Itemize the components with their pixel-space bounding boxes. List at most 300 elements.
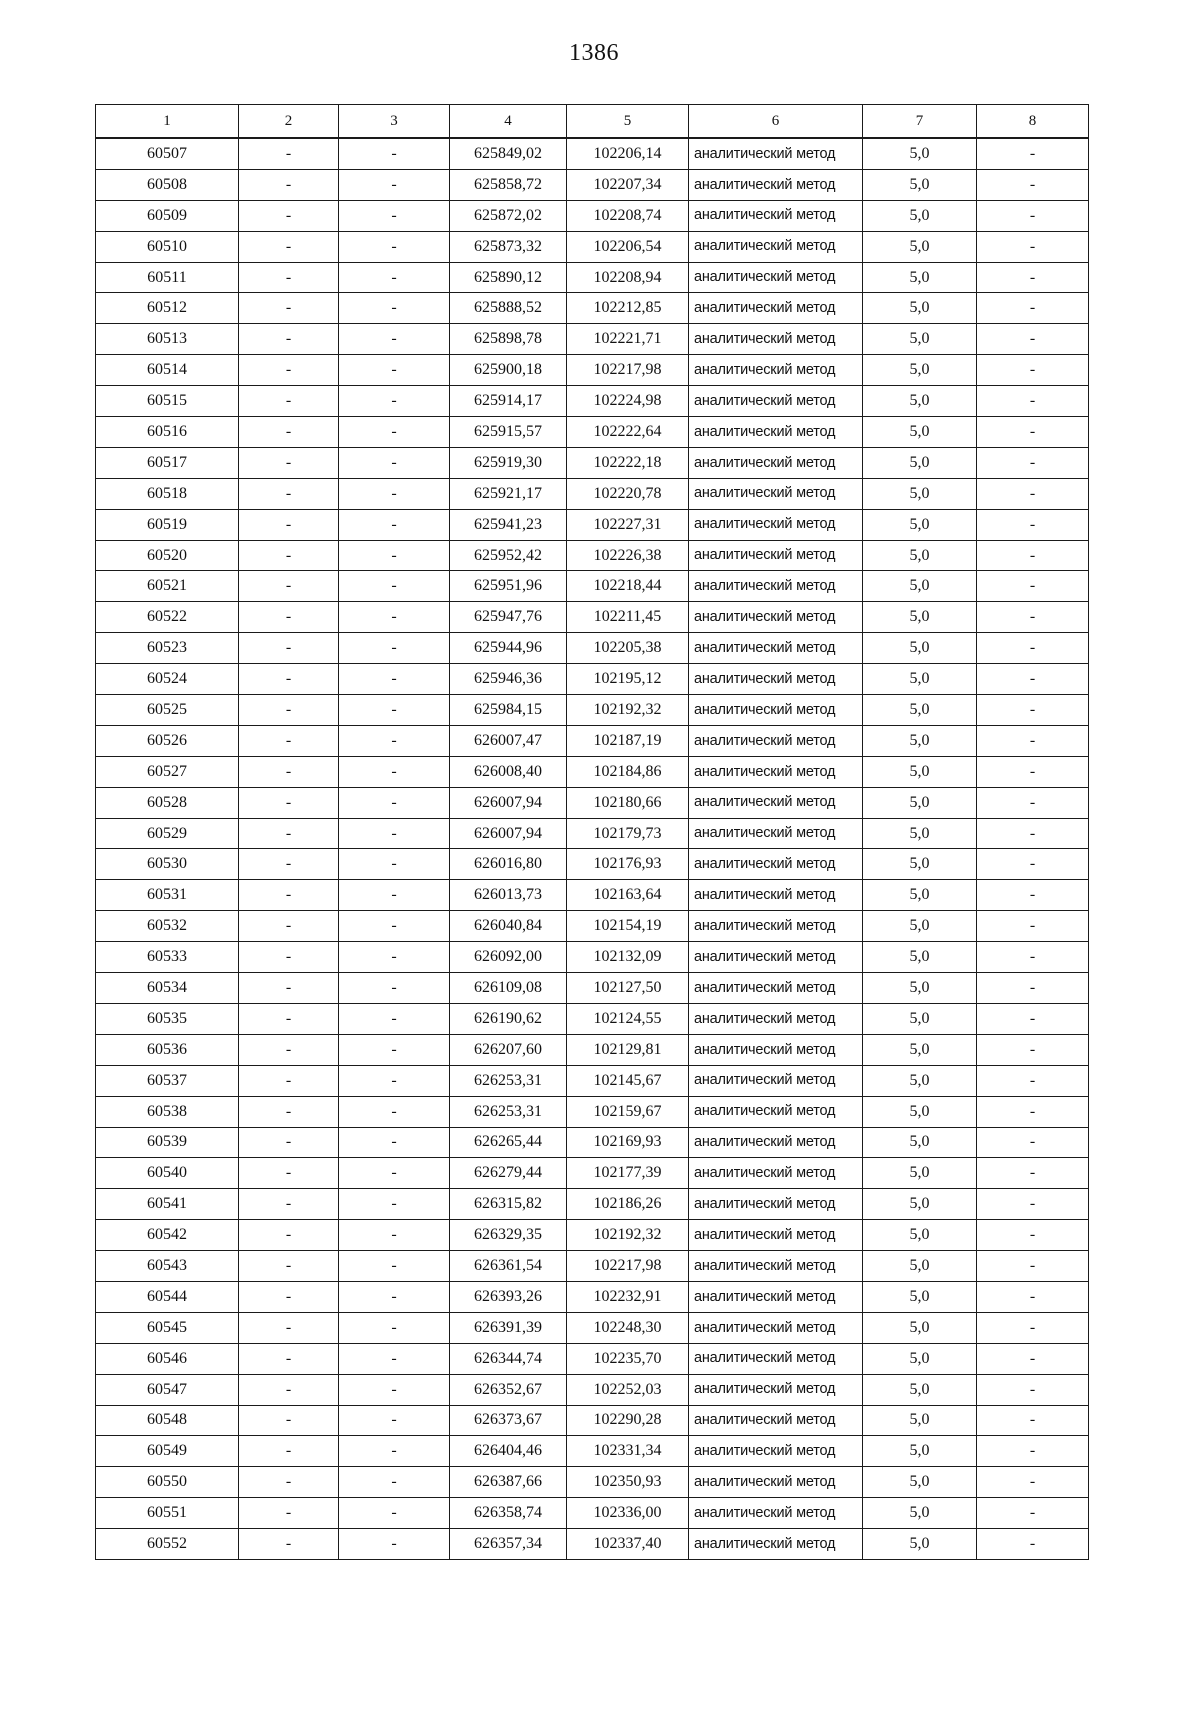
y-coordinate-cell: 102227,31 <box>567 509 689 540</box>
y-coordinate-cell: 102220,78 <box>567 478 689 509</box>
col-2-cell: - <box>239 1374 339 1405</box>
y-coordinate-cell: 102207,34 <box>567 169 689 200</box>
accuracy-cell: 5,0 <box>863 1312 977 1343</box>
col-2-cell: - <box>239 602 339 633</box>
x-coordinate-cell: 626253,31 <box>450 1065 567 1096</box>
y-coordinate-cell: 102217,98 <box>567 355 689 386</box>
table-row <box>96 169 1089 200</box>
header-cell-3: 3 <box>339 105 450 139</box>
y-coordinate-cell: 102205,38 <box>567 633 689 664</box>
y-coordinate-cell: 102222,64 <box>567 417 689 448</box>
col-3-cell: - <box>339 355 450 386</box>
x-coordinate-cell: 626358,74 <box>450 1498 567 1529</box>
point-number-cell: 60534 <box>96 973 239 1004</box>
x-coordinate-cell: 625947,76 <box>450 602 567 633</box>
col-8-cell: - <box>977 1034 1089 1065</box>
method-cell: аналитический метод <box>689 1251 863 1282</box>
method-cell: аналитический метод <box>689 1096 863 1127</box>
col-2-cell: - <box>239 293 339 324</box>
x-coordinate-cell: 625915,57 <box>450 417 567 448</box>
y-coordinate-cell: 102336,00 <box>567 1498 689 1529</box>
point-number-cell: 60538 <box>96 1096 239 1127</box>
x-coordinate-cell: 625984,15 <box>450 695 567 726</box>
col-3-cell: - <box>339 1003 450 1034</box>
col-2-cell: - <box>239 973 339 1004</box>
col-2-cell: - <box>239 386 339 417</box>
col-3-cell: - <box>339 509 450 540</box>
y-coordinate-cell: 102154,19 <box>567 911 689 942</box>
point-number-cell: 60521 <box>96 571 239 602</box>
table-row <box>96 1158 1089 1189</box>
col-8-cell: - <box>977 973 1089 1004</box>
col-8-cell: - <box>977 447 1089 478</box>
header-cell-2: 2 <box>239 105 339 139</box>
col-2-cell: - <box>239 725 339 756</box>
col-8-cell: - <box>977 1096 1089 1127</box>
point-number-cell: 60545 <box>96 1312 239 1343</box>
col-3-cell: - <box>339 1405 450 1436</box>
col-2-cell: - <box>239 1498 339 1529</box>
col-8-cell: - <box>977 1436 1089 1467</box>
col-3-cell: - <box>339 602 450 633</box>
accuracy-cell: 5,0 <box>863 540 977 571</box>
col-3-cell: - <box>339 1251 450 1282</box>
col-8-cell: - <box>977 1281 1089 1312</box>
point-number-cell: 60542 <box>96 1220 239 1251</box>
x-coordinate-cell: 626387,66 <box>450 1467 567 1498</box>
col-8-cell: - <box>977 386 1089 417</box>
table-row <box>96 355 1089 386</box>
col-2-cell: - <box>239 1189 339 1220</box>
method-cell: аналитический метод <box>689 973 863 1004</box>
col-8-cell: - <box>977 818 1089 849</box>
table-row <box>96 725 1089 756</box>
col-8-cell: - <box>977 509 1089 540</box>
method-cell: аналитический метод <box>689 1281 863 1312</box>
x-coordinate-cell: 625888,52 <box>450 293 567 324</box>
point-number-cell: 60540 <box>96 1158 239 1189</box>
col-3-cell: - <box>339 1281 450 1312</box>
accuracy-cell: 5,0 <box>863 355 977 386</box>
x-coordinate-cell: 626352,67 <box>450 1374 567 1405</box>
method-cell: аналитический метод <box>689 602 863 633</box>
y-coordinate-cell: 102224,98 <box>567 386 689 417</box>
col-8-cell: - <box>977 138 1089 169</box>
x-coordinate-cell: 626344,74 <box>450 1343 567 1374</box>
y-coordinate-cell: 102235,70 <box>567 1343 689 1374</box>
col-3-cell: - <box>339 633 450 664</box>
col-8-cell: - <box>977 849 1089 880</box>
table-row <box>96 1251 1089 1282</box>
point-number-cell: 60514 <box>96 355 239 386</box>
method-cell: аналитический метод <box>689 293 863 324</box>
x-coordinate-cell: 625849,02 <box>450 138 567 169</box>
y-coordinate-cell: 102177,39 <box>567 1158 689 1189</box>
col-2-cell: - <box>239 231 339 262</box>
col-2-cell: - <box>239 1251 339 1282</box>
col-8-cell: - <box>977 231 1089 262</box>
table-header <box>96 105 1089 139</box>
y-coordinate-cell: 102180,66 <box>567 787 689 818</box>
method-cell: аналитический метод <box>689 633 863 664</box>
y-coordinate-cell: 102159,67 <box>567 1096 689 1127</box>
col-3-cell: - <box>339 1034 450 1065</box>
col-8-cell: - <box>977 942 1089 973</box>
col-2-cell: - <box>239 1343 339 1374</box>
col-2-cell: - <box>239 447 339 478</box>
x-coordinate-cell: 625921,17 <box>450 478 567 509</box>
col-8-cell: - <box>977 1374 1089 1405</box>
accuracy-cell: 5,0 <box>863 324 977 355</box>
col-8-cell: - <box>977 1189 1089 1220</box>
x-coordinate-cell: 625873,32 <box>450 231 567 262</box>
col-3-cell: - <box>339 756 450 787</box>
point-number-cell: 60529 <box>96 818 239 849</box>
col-8-cell: - <box>977 1405 1089 1436</box>
col-3-cell: - <box>339 447 450 478</box>
col-2-cell: - <box>239 138 339 169</box>
y-coordinate-cell: 102217,98 <box>567 1251 689 1282</box>
x-coordinate-cell: 626007,94 <box>450 787 567 818</box>
x-coordinate-cell: 625944,96 <box>450 633 567 664</box>
method-cell: аналитический метод <box>689 818 863 849</box>
col-3-cell: - <box>339 1189 450 1220</box>
point-number-cell: 60539 <box>96 1127 239 1158</box>
col-8-cell: - <box>977 1529 1089 1560</box>
method-cell: аналитический метод <box>689 262 863 293</box>
col-3-cell: - <box>339 880 450 911</box>
accuracy-cell: 5,0 <box>863 1127 977 1158</box>
accuracy-cell: 5,0 <box>863 386 977 417</box>
col-3-cell: - <box>339 293 450 324</box>
table-row <box>96 1498 1089 1529</box>
col-2-cell: - <box>239 478 339 509</box>
y-coordinate-cell: 102124,55 <box>567 1003 689 1034</box>
x-coordinate-cell: 625898,78 <box>450 324 567 355</box>
accuracy-cell: 5,0 <box>863 1498 977 1529</box>
table-row <box>96 509 1089 540</box>
col-3-cell: - <box>339 540 450 571</box>
table-row <box>96 1189 1089 1220</box>
col-8-cell: - <box>977 200 1089 231</box>
method-cell: аналитический метод <box>689 1467 863 1498</box>
x-coordinate-cell: 626393,26 <box>450 1281 567 1312</box>
col-2-cell: - <box>239 1529 339 1560</box>
col-3-cell: - <box>339 169 450 200</box>
method-cell: аналитический метод <box>689 231 863 262</box>
col-3-cell: - <box>339 478 450 509</box>
x-coordinate-cell: 626207,60 <box>450 1034 567 1065</box>
point-number-cell: 60551 <box>96 1498 239 1529</box>
table-row <box>96 942 1089 973</box>
accuracy-cell: 5,0 <box>863 509 977 540</box>
col-3-cell: - <box>339 324 450 355</box>
col-2-cell: - <box>239 787 339 818</box>
table-row <box>96 756 1089 787</box>
point-number-cell: 60530 <box>96 849 239 880</box>
col-2-cell: - <box>239 571 339 602</box>
y-coordinate-cell: 102290,28 <box>567 1405 689 1436</box>
point-number-cell: 60507 <box>96 138 239 169</box>
method-cell: аналитический метод <box>689 695 863 726</box>
y-coordinate-cell: 102211,45 <box>567 602 689 633</box>
point-number-cell: 60520 <box>96 540 239 571</box>
col-2-cell: - <box>239 695 339 726</box>
y-coordinate-cell: 102208,74 <box>567 200 689 231</box>
method-cell: аналитический метод <box>689 509 863 540</box>
point-number-cell: 60541 <box>96 1189 239 1220</box>
col-2-cell: - <box>239 756 339 787</box>
x-coordinate-cell: 625946,36 <box>450 664 567 695</box>
method-cell: аналитический метод <box>689 169 863 200</box>
col-3-cell: - <box>339 231 450 262</box>
accuracy-cell: 5,0 <box>863 231 977 262</box>
method-cell: аналитический метод <box>689 1498 863 1529</box>
method-cell: аналитический метод <box>689 571 863 602</box>
x-coordinate-cell: 626092,00 <box>450 942 567 973</box>
col-3-cell: - <box>339 1343 450 1374</box>
y-coordinate-cell: 102248,30 <box>567 1312 689 1343</box>
col-8-cell: - <box>977 540 1089 571</box>
accuracy-cell: 5,0 <box>863 1158 977 1189</box>
point-number-cell: 60548 <box>96 1405 239 1436</box>
col-2-cell: - <box>239 169 339 200</box>
method-cell: аналитический метод <box>689 417 863 448</box>
col-2-cell: - <box>239 1405 339 1436</box>
y-coordinate-cell: 102221,71 <box>567 324 689 355</box>
accuracy-cell: 5,0 <box>863 1374 977 1405</box>
col-8-cell: - <box>977 571 1089 602</box>
method-cell: аналитический метод <box>689 1312 863 1343</box>
col-3-cell: - <box>339 725 450 756</box>
y-coordinate-cell: 102187,19 <box>567 725 689 756</box>
col-3-cell: - <box>339 262 450 293</box>
method-cell: аналитический метод <box>689 880 863 911</box>
table-row <box>96 231 1089 262</box>
y-coordinate-cell: 102206,54 <box>567 231 689 262</box>
accuracy-cell: 5,0 <box>863 447 977 478</box>
y-coordinate-cell: 102145,67 <box>567 1065 689 1096</box>
col-8-cell: - <box>977 911 1089 942</box>
accuracy-cell: 5,0 <box>863 1436 977 1467</box>
method-cell: аналитический метод <box>689 1003 863 1034</box>
table-row <box>96 1220 1089 1251</box>
col-2-cell: - <box>239 818 339 849</box>
accuracy-cell: 5,0 <box>863 262 977 293</box>
method-cell: аналитический метод <box>689 1220 863 1251</box>
accuracy-cell: 5,0 <box>863 1405 977 1436</box>
y-coordinate-cell: 102337,40 <box>567 1529 689 1560</box>
x-coordinate-cell: 626040,84 <box>450 911 567 942</box>
x-coordinate-cell: 625858,72 <box>450 169 567 200</box>
col-3-cell: - <box>339 386 450 417</box>
method-cell: аналитический метод <box>689 1127 863 1158</box>
method-cell: аналитический метод <box>689 138 863 169</box>
table-row <box>96 1312 1089 1343</box>
col-3-cell: - <box>339 1436 450 1467</box>
table-row <box>96 695 1089 726</box>
accuracy-cell: 5,0 <box>863 1189 977 1220</box>
x-coordinate-cell: 626391,39 <box>450 1312 567 1343</box>
header-cell-4: 4 <box>450 105 567 139</box>
col-2-cell: - <box>239 1096 339 1127</box>
col-8-cell: - <box>977 695 1089 726</box>
point-number-cell: 60535 <box>96 1003 239 1034</box>
point-number-cell: 60525 <box>96 695 239 726</box>
table-row <box>96 973 1089 1004</box>
method-cell: аналитический метод <box>689 200 863 231</box>
col-2-cell: - <box>239 1065 339 1096</box>
point-number-cell: 60543 <box>96 1251 239 1282</box>
col-2-cell: - <box>239 1220 339 1251</box>
col-2-cell: - <box>239 1467 339 1498</box>
point-number-cell: 60544 <box>96 1281 239 1312</box>
col-8-cell: - <box>977 1312 1089 1343</box>
accuracy-cell: 5,0 <box>863 1034 977 1065</box>
col-2-cell: - <box>239 1127 339 1158</box>
table-row <box>96 1529 1089 1560</box>
method-cell: аналитический метод <box>689 849 863 880</box>
table-body <box>96 138 1089 1559</box>
table-row <box>96 447 1089 478</box>
x-coordinate-cell: 625872,02 <box>450 200 567 231</box>
accuracy-cell: 5,0 <box>863 818 977 849</box>
y-coordinate-cell: 102132,09 <box>567 942 689 973</box>
col-8-cell: - <box>977 1158 1089 1189</box>
method-cell: аналитический метод <box>689 386 863 417</box>
col-2-cell: - <box>239 1034 339 1065</box>
accuracy-cell: 5,0 <box>863 1003 977 1034</box>
table-row <box>96 1343 1089 1374</box>
y-coordinate-cell: 102232,91 <box>567 1281 689 1312</box>
col-3-cell: - <box>339 973 450 1004</box>
x-coordinate-cell: 626361,54 <box>450 1251 567 1282</box>
point-number-cell: 60518 <box>96 478 239 509</box>
point-number-cell: 60532 <box>96 911 239 942</box>
point-number-cell: 60523 <box>96 633 239 664</box>
col-2-cell: - <box>239 1281 339 1312</box>
col-2-cell: - <box>239 633 339 664</box>
point-number-cell: 60526 <box>96 725 239 756</box>
x-coordinate-cell: 626373,67 <box>450 1405 567 1436</box>
accuracy-cell: 5,0 <box>863 942 977 973</box>
point-number-cell: 60515 <box>96 386 239 417</box>
y-coordinate-cell: 102176,93 <box>567 849 689 880</box>
x-coordinate-cell: 626279,44 <box>450 1158 567 1189</box>
x-coordinate-cell: 626357,34 <box>450 1529 567 1560</box>
method-cell: аналитический метод <box>689 1189 863 1220</box>
table-row <box>96 1034 1089 1065</box>
point-number-cell: 60550 <box>96 1467 239 1498</box>
col-2-cell: - <box>239 417 339 448</box>
table-row <box>96 1467 1089 1498</box>
method-cell: аналитический метод <box>689 911 863 942</box>
accuracy-cell: 5,0 <box>863 478 977 509</box>
col-3-cell: - <box>339 417 450 448</box>
col-8-cell: - <box>977 1220 1089 1251</box>
col-3-cell: - <box>339 1467 450 1498</box>
method-cell: аналитический метод <box>689 1436 863 1467</box>
accuracy-cell: 5,0 <box>863 602 977 633</box>
accuracy-cell: 5,0 <box>863 725 977 756</box>
header-cell-7: 7 <box>863 105 977 139</box>
col-3-cell: - <box>339 1529 450 1560</box>
col-3-cell: - <box>339 1158 450 1189</box>
header-cell-8: 8 <box>977 105 1089 139</box>
accuracy-cell: 5,0 <box>863 756 977 787</box>
method-cell: аналитический метод <box>689 1065 863 1096</box>
table-row <box>96 571 1089 602</box>
accuracy-cell: 5,0 <box>863 1096 977 1127</box>
col-8-cell: - <box>977 1251 1089 1282</box>
y-coordinate-cell: 102350,93 <box>567 1467 689 1498</box>
table-row <box>96 1436 1089 1467</box>
y-coordinate-cell: 102192,32 <box>567 1220 689 1251</box>
point-number-cell: 60512 <box>96 293 239 324</box>
accuracy-cell: 5,0 <box>863 169 977 200</box>
col-8-cell: - <box>977 880 1089 911</box>
table-row <box>96 602 1089 633</box>
accuracy-cell: 5,0 <box>863 1220 977 1251</box>
col-8-cell: - <box>977 1003 1089 1034</box>
x-coordinate-cell: 626253,31 <box>450 1096 567 1127</box>
col-3-cell: - <box>339 664 450 695</box>
accuracy-cell: 5,0 <box>863 1529 977 1560</box>
point-number-cell: 60522 <box>96 602 239 633</box>
header-row <box>96 105 1089 139</box>
accuracy-cell: 5,0 <box>863 293 977 324</box>
col-2-cell: - <box>239 262 339 293</box>
point-number-cell: 60549 <box>96 1436 239 1467</box>
col-3-cell: - <box>339 911 450 942</box>
col-3-cell: - <box>339 200 450 231</box>
col-2-cell: - <box>239 1003 339 1034</box>
col-8-cell: - <box>977 756 1089 787</box>
col-8-cell: - <box>977 262 1089 293</box>
header-cell-1: 1 <box>96 105 239 139</box>
col-8-cell: - <box>977 417 1089 448</box>
table-row <box>96 664 1089 695</box>
table-row <box>96 1127 1089 1158</box>
table-row <box>96 1065 1089 1096</box>
table-row <box>96 1003 1089 1034</box>
col-2-cell: - <box>239 911 339 942</box>
x-coordinate-cell: 625951,96 <box>450 571 567 602</box>
accuracy-cell: 5,0 <box>863 1343 977 1374</box>
point-number-cell: 60510 <box>96 231 239 262</box>
y-coordinate-cell: 102192,32 <box>567 695 689 726</box>
col-2-cell: - <box>239 355 339 386</box>
col-3-cell: - <box>339 695 450 726</box>
table-row <box>96 849 1089 880</box>
x-coordinate-cell: 625890,12 <box>450 262 567 293</box>
accuracy-cell: 5,0 <box>863 1065 977 1096</box>
col-3-cell: - <box>339 1498 450 1529</box>
table-row <box>96 417 1089 448</box>
col-8-cell: - <box>977 725 1089 756</box>
point-number-cell: 60536 <box>96 1034 239 1065</box>
col-3-cell: - <box>339 849 450 880</box>
accuracy-cell: 5,0 <box>863 664 977 695</box>
method-cell: аналитический метод <box>689 1374 863 1405</box>
accuracy-cell: 5,0 <box>863 417 977 448</box>
x-coordinate-cell: 626404,46 <box>450 1436 567 1467</box>
point-number-cell: 60528 <box>96 787 239 818</box>
point-number-cell: 60511 <box>96 262 239 293</box>
table-row <box>96 386 1089 417</box>
table-row <box>96 540 1089 571</box>
col-8-cell: - <box>977 1343 1089 1374</box>
